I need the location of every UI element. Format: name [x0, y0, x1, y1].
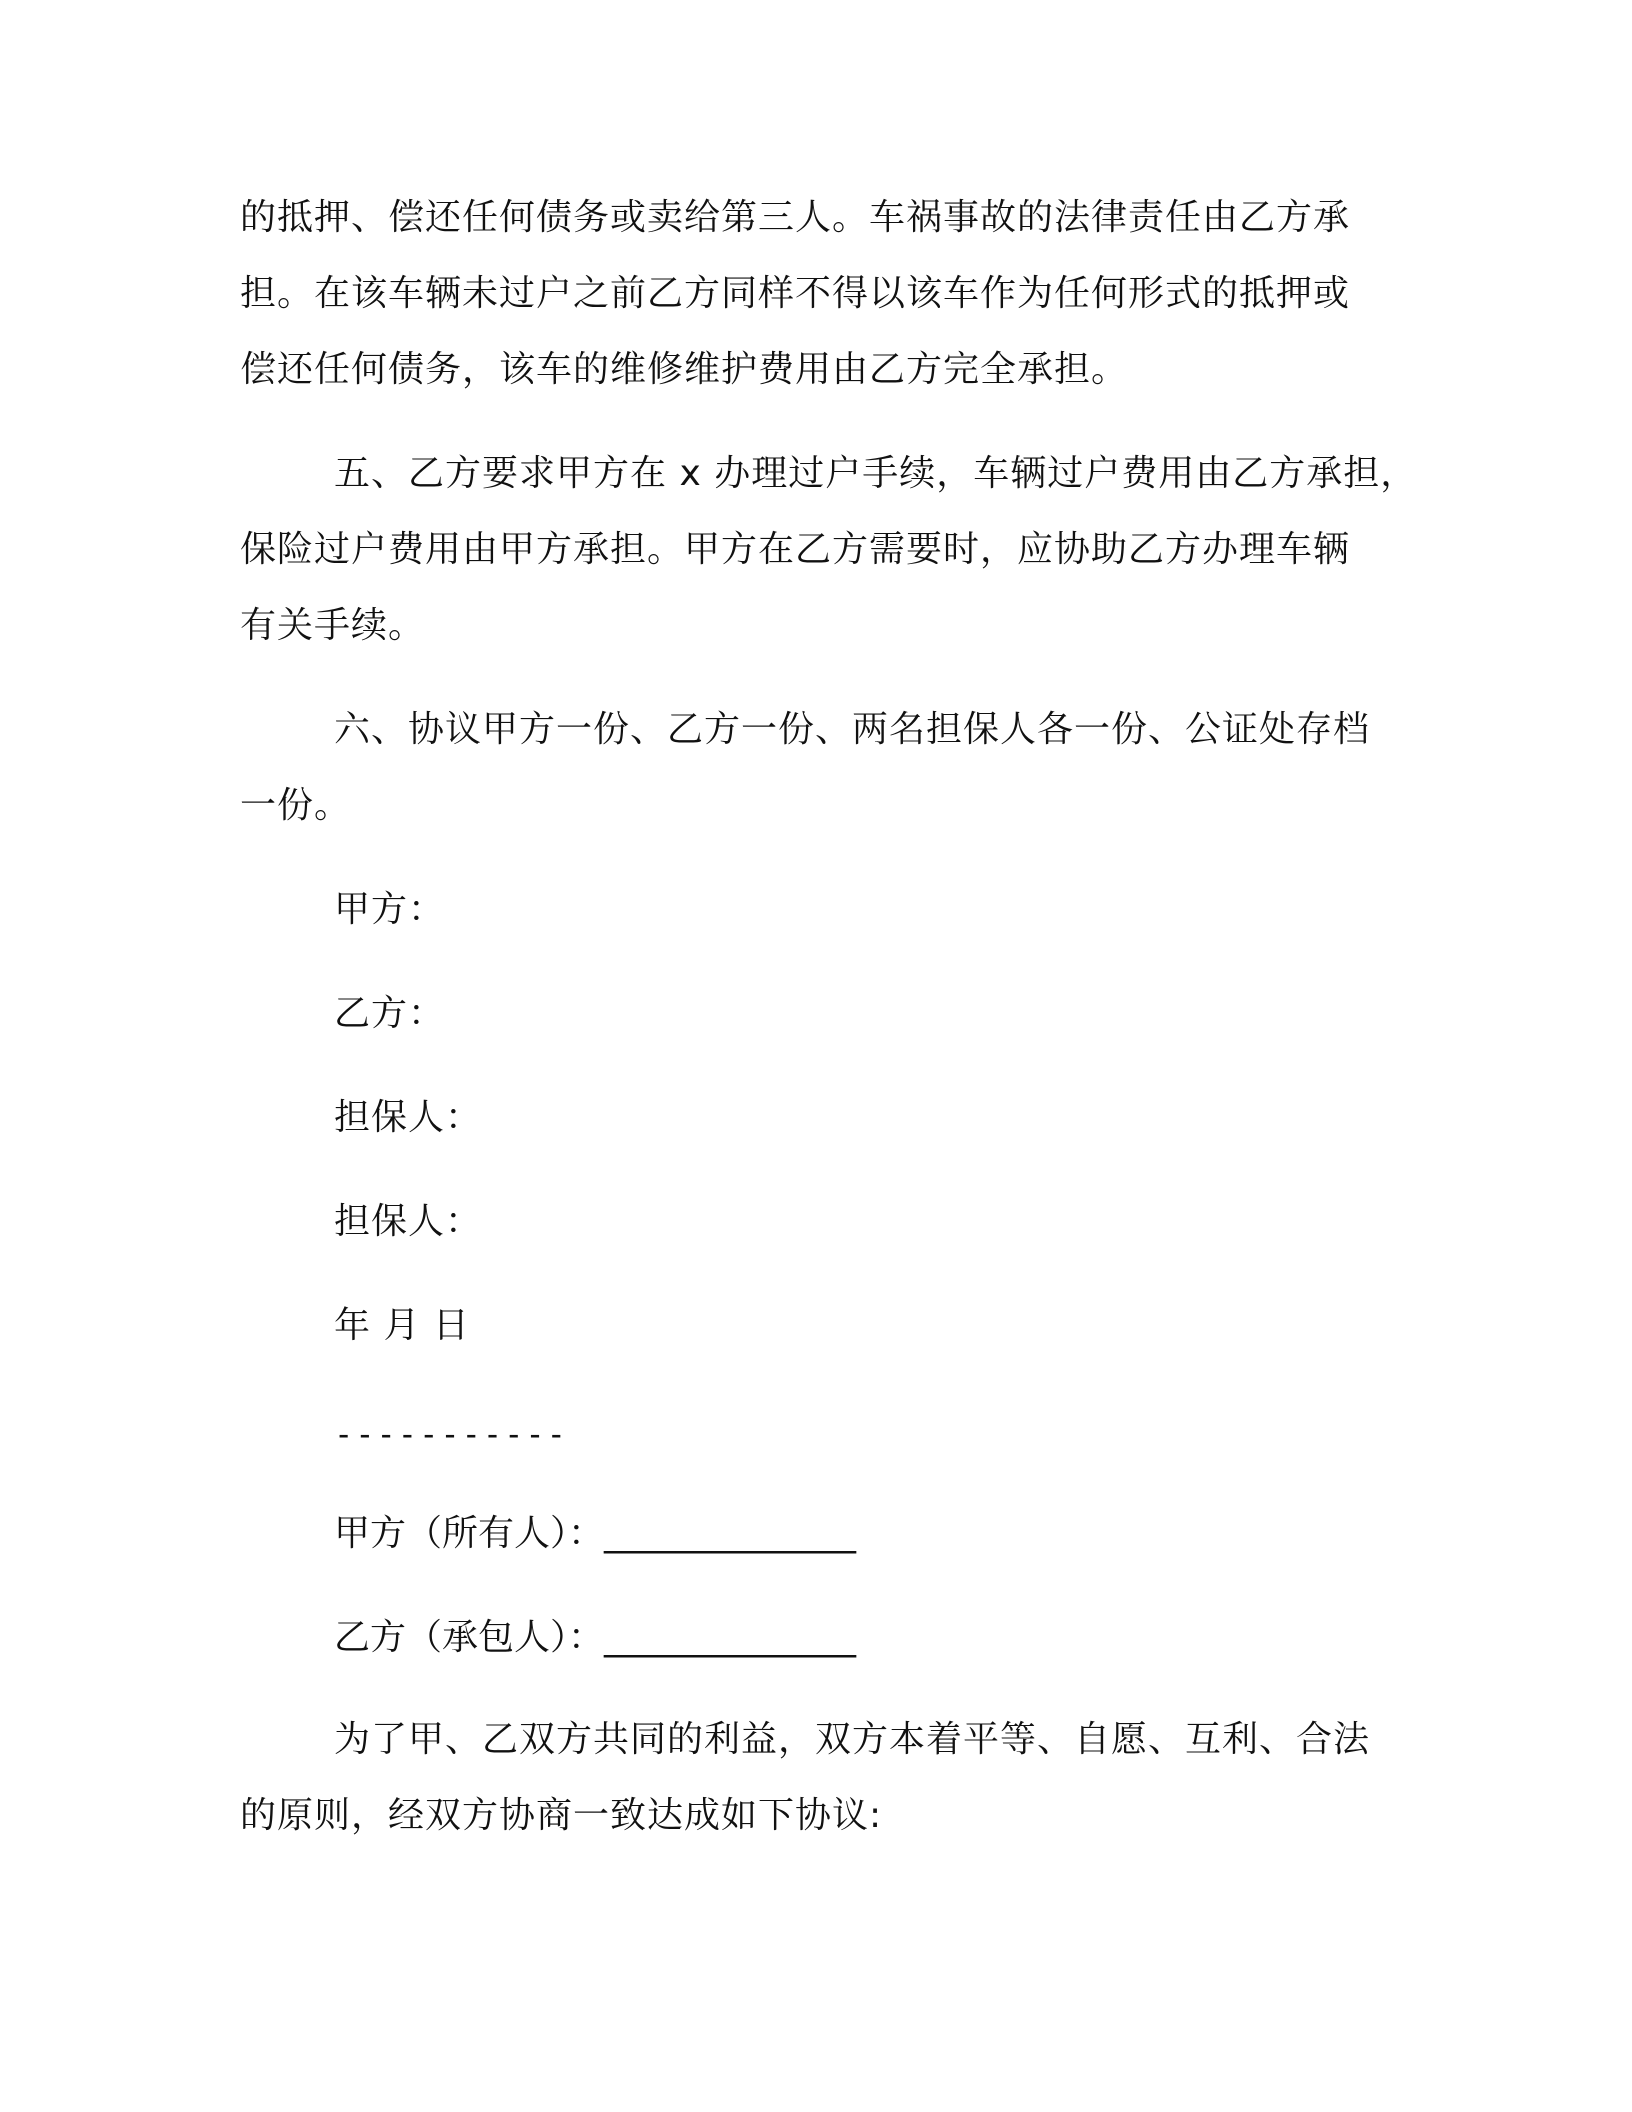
- intro-paragraph-line: 为了甲、乙双方共同的利益，双方本着平等、自愿、互利、合法: [334, 1719, 1371, 1760]
- paragraph-line: 担。在该车辆未过户之前乙方同样不得以该车作为任何形式的抵押或: [240, 273, 1351, 314]
- guarantor-signature-label: 担保人：: [334, 1201, 483, 1242]
- clause-six-line: 一份。: [240, 785, 352, 826]
- party-a-owner-line: 甲方（所有人）：______________: [334, 1513, 857, 1554]
- clause-six-line: 六、协议甲方一份、乙方一份、两名担保人各一份、公证处存档: [334, 709, 1371, 750]
- date-line: 年 月 日: [334, 1305, 470, 1346]
- clause-five-line: 保险过户费用由甲方承担。甲方在乙方需要时，应协助乙方办理车辆: [240, 529, 1351, 570]
- party-b-contractor-line: 乙方（承包人）：______________: [334, 1617, 857, 1658]
- intro-paragraph-line: 的原则，经双方协商一致达成如下协议:: [240, 1795, 883, 1836]
- party-a-signature-label: 甲方：: [334, 889, 446, 930]
- clause-five-line: 有关手续。: [240, 605, 426, 646]
- paragraph-line: 的抵押、偿还任何债务或卖给第三人。车祸事故的法律责任由乙方承: [240, 197, 1351, 238]
- separator-dashes: -----------: [334, 1415, 568, 1453]
- clause-five-line: 五、乙方要求甲方在 x 办理过户手续，车辆过户费用由乙方承担，: [334, 453, 1418, 494]
- paragraph-line: 偿还任何债务，该车的维修维护费用由乙方完全承担。: [240, 349, 1129, 390]
- guarantor-signature-label: 担保人：: [334, 1097, 483, 1138]
- party-b-signature-label: 乙方：: [334, 993, 446, 1034]
